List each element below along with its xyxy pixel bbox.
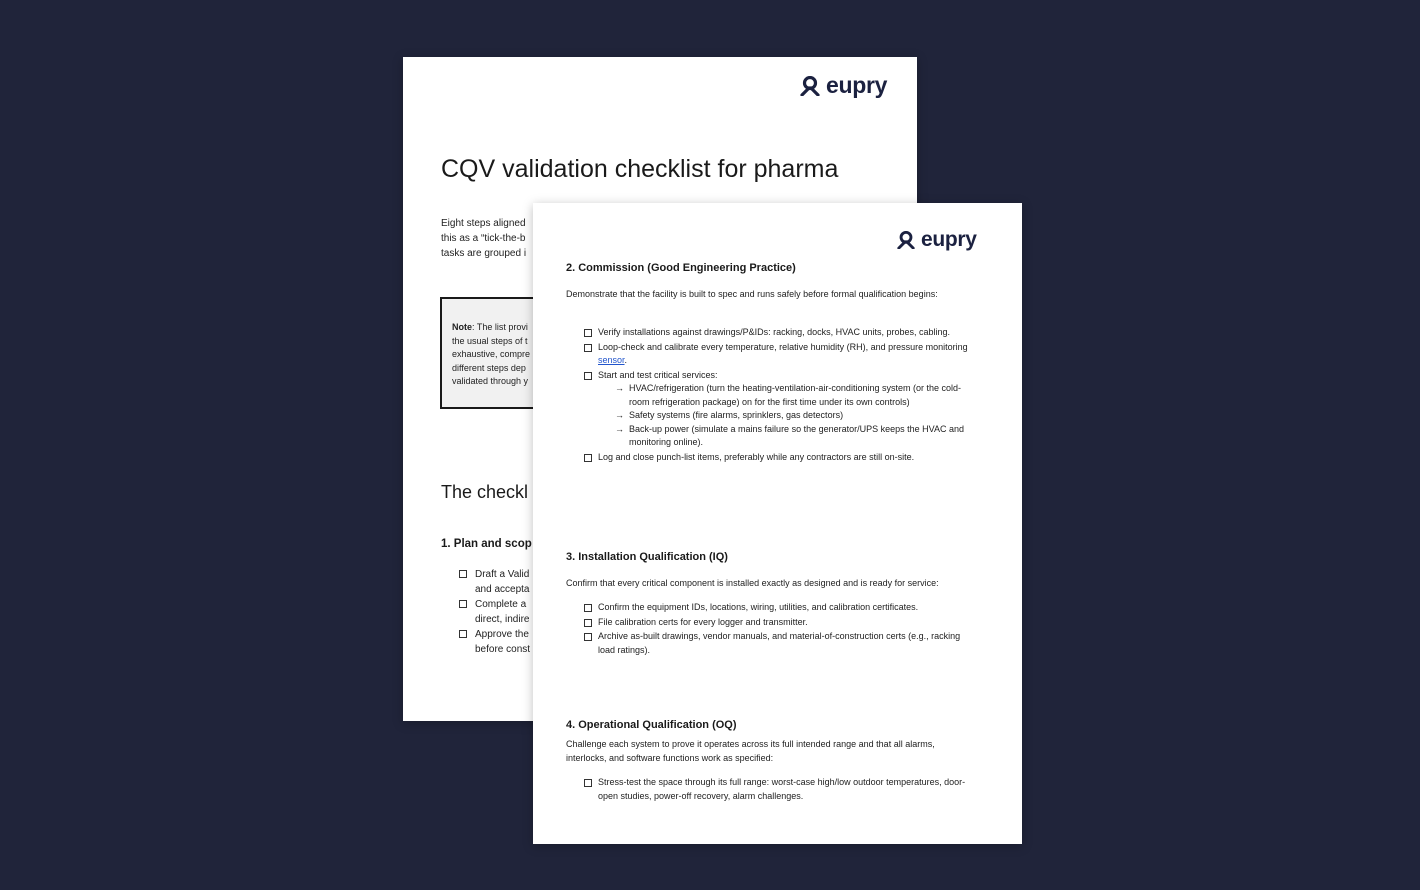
checklist-item [584, 776, 979, 803]
checklist-item [584, 326, 979, 340]
sublist-item [615, 409, 979, 423]
iq-heading: 3. Installation Qualification (IQ) [566, 551, 728, 563]
intro-line: this as a “tick-the-b [441, 233, 526, 244]
note-line: : The list provi [472, 322, 528, 332]
step1-heading: 1. Plan and scop [441, 538, 532, 550]
front-document-page [533, 203, 1022, 844]
item-text: File calibration certs for every logger and transmitter. [598, 616, 808, 627]
checklist-item [584, 601, 979, 615]
checkbox[interactable] [584, 633, 592, 641]
arrow-right-icon: → [615, 383, 624, 393]
item-text: Stress-test the space through its full range: worst-case high/low outdoor temperatures, door-open studies, power-off recovery, alarm challenges. [598, 777, 966, 801]
iq-checklist [584, 601, 979, 658]
checkbox[interactable] [459, 630, 467, 638]
checkbox[interactable] [584, 604, 592, 612]
eupry-logo-icon [896, 231, 916, 249]
checklist-item [584, 616, 979, 630]
eupry-logo [799, 72, 887, 99]
oq-heading: 4. Operational Qualification (OQ) [566, 719, 737, 731]
arrow-right-icon: → [615, 423, 624, 434]
subitem-text: Back-up power (simulate a mains failure so the generator/UPS keeps the HVAC and monitoring online). [629, 423, 964, 447]
oq-intro: Challenge each system to prove it operates across its full intended range and that all alarms, interlocks, and software functions work as specified: [566, 739, 935, 763]
checkbox[interactable] [584, 454, 592, 462]
item-text: Start and test critical services: [598, 369, 718, 380]
section-heading: The checkl [441, 482, 529, 502]
eupry-logo [896, 228, 977, 252]
item-text: Loop-check and calibrate every temperature, relative humidity (RH), and pressure monitoring [598, 341, 968, 352]
checklist-item [584, 630, 979, 657]
note-label: Note [452, 322, 472, 332]
item-suffix: . [624, 355, 628, 365]
item-text: Verify installations against drawings/P&IDs: racking, docks, HVAC units, probes, cabling. [598, 327, 950, 337]
checkbox[interactable] [584, 779, 592, 787]
commission-heading: 2. Commission (Good Engineering Practice) [566, 262, 796, 274]
item-text: Log and close punch-list items, preferably while any contractors are still on-site. [598, 451, 915, 462]
item-line: Complete a [475, 599, 527, 610]
item-text: Archive as-built drawings, vendor manuals, and material-of-construction certs (e.g., racking load ratings). [598, 631, 961, 655]
checkbox[interactable] [459, 600, 467, 608]
checklist-item [584, 341, 979, 368]
item-text: Confirm the equipment IDs, locations, wiring, utilities, and calibration certificates. [598, 602, 919, 612]
checklist-item [584, 369, 979, 450]
services-sublist [598, 382, 979, 450]
logo-text: eupry [826, 72, 888, 98]
item-line: and accepta [475, 584, 530, 595]
note-line: validated through y [452, 376, 529, 386]
commission-intro: Demonstrate that the facility is built to spec and runs safely before formal qualification begins: [566, 289, 938, 299]
note-line: different steps dep [452, 362, 526, 373]
subitem-text: HVAC/refrigeration (turn the heating-ventilation-air-conditioning system (or the cold-room refrigeration package) on for the first time under its own controls) [629, 383, 961, 407]
checklist-item [584, 451, 979, 465]
item-line: before const [475, 644, 531, 655]
sensor-link[interactable]: sensor [598, 355, 625, 365]
item-line: Approve the [475, 629, 529, 640]
item-line: Draft a Valid [475, 569, 530, 580]
note-line: the usual steps of t [452, 335, 528, 346]
commission-checklist [584, 326, 979, 465]
arrow-right-icon: → [615, 410, 624, 420]
note-line: exhaustive, compre [452, 349, 531, 359]
iq-intro: Confirm that every critical component is installed exactly as designed and is ready for service: [566, 578, 939, 588]
checkbox[interactable] [584, 344, 592, 352]
checkbox[interactable] [584, 372, 592, 380]
intro-line: Eight steps aligned [441, 218, 526, 229]
sublist-item [615, 382, 979, 409]
checkbox[interactable] [584, 619, 592, 627]
checkbox[interactable] [459, 570, 467, 578]
document-title: CQV validation checklist for pharma [441, 155, 839, 183]
logo-text: eupry [921, 228, 977, 251]
checkbox[interactable] [584, 329, 592, 337]
eupry-logo-icon [799, 76, 821, 96]
subitem-text: Safety systems (fire alarms, sprinklers, gas detectors) [629, 410, 844, 420]
item-line: direct, indire [475, 614, 530, 625]
sublist-item [615, 423, 979, 450]
intro-line: tasks are grouped i [441, 248, 527, 259]
oq-checklist [584, 776, 979, 804]
